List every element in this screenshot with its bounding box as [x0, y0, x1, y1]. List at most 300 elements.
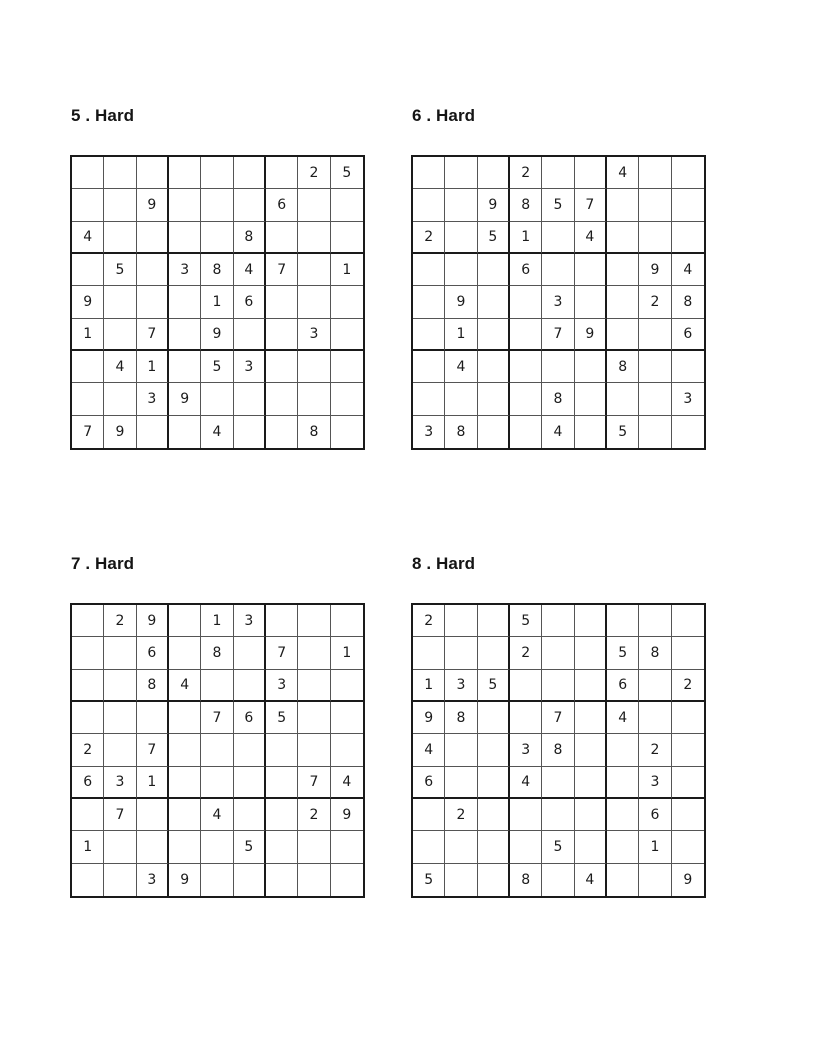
sudoku-cell[interactable]: [478, 254, 510, 286]
sudoku-cell[interactable]: [542, 670, 574, 702]
sudoku-cell[interactable]: 7: [542, 319, 574, 351]
sudoku-cell[interactable]: 4: [201, 799, 233, 831]
sudoku-cell[interactable]: 2: [639, 286, 671, 318]
sudoku-cell[interactable]: [266, 319, 298, 351]
sudoku-cell[interactable]: [478, 319, 510, 351]
sudoku-cell[interactable]: [169, 734, 201, 766]
sudoku-cell[interactable]: [169, 702, 201, 734]
sudoku-cell[interactable]: 8: [298, 416, 330, 448]
sudoku-cell[interactable]: 5: [478, 222, 510, 254]
sudoku-cell[interactable]: 4: [542, 416, 574, 448]
sudoku-cell[interactable]: [607, 605, 639, 637]
sudoku-cell[interactable]: [104, 286, 136, 318]
sudoku-cell[interactable]: [169, 416, 201, 448]
sudoku-cell[interactable]: [607, 254, 639, 286]
sudoku-cell[interactable]: [607, 831, 639, 863]
sudoku-cell[interactable]: [72, 670, 104, 702]
sudoku-cell[interactable]: 9: [683, 871, 693, 888]
sudoku-cell[interactable]: [72, 702, 104, 734]
sudoku-cell[interactable]: 4: [510, 767, 542, 799]
sudoku-cell[interactable]: 8: [542, 383, 574, 415]
sudoku-cell[interactable]: [104, 222, 136, 254]
sudoku-cell[interactable]: 8: [510, 864, 542, 896]
sudoku-cell[interactable]: [201, 767, 233, 799]
sudoku-cell[interactable]: [478, 799, 510, 831]
sudoku-cell[interactable]: 8: [607, 351, 639, 383]
sudoku-cell[interactable]: [72, 637, 104, 669]
sudoku-cell[interactable]: [298, 734, 330, 766]
sudoku-cell[interactable]: [72, 799, 104, 831]
sudoku-cell[interactable]: [72, 383, 104, 415]
sudoku-cell[interactable]: 6: [510, 254, 542, 286]
sudoku-cell[interactable]: [575, 383, 607, 415]
sudoku-cell[interactable]: [575, 799, 607, 831]
sudoku-cell[interactable]: 9: [169, 383, 201, 415]
sudoku-cell[interactable]: 3: [510, 734, 542, 766]
sudoku-cell[interactable]: [639, 319, 671, 351]
sudoku-cell[interactable]: [234, 637, 266, 669]
sudoku-cell[interactable]: [575, 702, 607, 734]
sudoku-cell[interactable]: [104, 637, 136, 669]
sudoku-cell[interactable]: [169, 605, 201, 637]
sudoku-cell[interactable]: [104, 864, 136, 896]
sudoku-cell[interactable]: 3: [104, 767, 136, 799]
sudoku-cell[interactable]: 9: [137, 605, 169, 637]
sudoku-cell[interactable]: 2: [104, 605, 136, 637]
sudoku-cell[interactable]: 2: [298, 799, 330, 831]
sudoku-cell[interactable]: [542, 254, 574, 286]
sudoku-cell[interactable]: 4: [169, 670, 201, 702]
sudoku-cell[interactable]: [413, 286, 445, 318]
sudoku-cell[interactable]: 6: [413, 767, 445, 799]
sudoku-cell[interactable]: [672, 189, 704, 221]
sudoku-cell[interactable]: [201, 383, 233, 415]
sudoku-cell[interactable]: [201, 222, 233, 254]
sudoku-cell[interactable]: [672, 767, 704, 799]
sudoku-cell[interactable]: 5: [607, 637, 639, 669]
sudoku-cell[interactable]: 1: [413, 670, 445, 702]
sudoku-cell[interactable]: 1: [72, 831, 104, 863]
sudoku-cell[interactable]: 4: [413, 734, 445, 766]
sudoku-cell[interactable]: [104, 189, 136, 221]
sudoku-cell[interactable]: [639, 383, 671, 415]
sudoku-cell[interactable]: [234, 767, 266, 799]
sudoku-cell[interactable]: [201, 734, 233, 766]
sudoku-cell[interactable]: [298, 189, 330, 221]
sudoku-cell[interactable]: [331, 702, 363, 734]
sudoku-cell[interactable]: [137, 222, 169, 254]
sudoku-cell[interactable]: [72, 254, 104, 286]
sudoku-cell[interactable]: 2: [298, 157, 330, 189]
sudoku-cell[interactable]: [575, 351, 607, 383]
sudoku-cell[interactable]: [478, 157, 510, 189]
sudoku-cell[interactable]: [331, 286, 363, 318]
sudoku-cell[interactable]: [266, 383, 298, 415]
sudoku-cell[interactable]: [542, 222, 574, 254]
sudoku-cell[interactable]: 2: [72, 734, 104, 766]
sudoku-cell[interactable]: [413, 799, 445, 831]
sudoku-cell[interactable]: [298, 864, 330, 896]
sudoku-cell[interactable]: [137, 799, 169, 831]
sudoku-cell[interactable]: 3: [445, 670, 477, 702]
sudoku-cell[interactable]: [639, 157, 671, 189]
sudoku-cell[interactable]: [672, 637, 704, 669]
sudoku-cell[interactable]: [672, 831, 704, 863]
sudoku-cell[interactable]: 7: [137, 319, 169, 351]
sudoku-cell[interactable]: 1: [137, 351, 169, 383]
sudoku-cell[interactable]: 7: [104, 799, 136, 831]
sudoku-cell[interactable]: [672, 351, 704, 383]
sudoku-cell[interactable]: 9: [104, 416, 136, 448]
sudoku-cell[interactable]: [542, 767, 574, 799]
sudoku-cell[interactable]: 2: [510, 157, 542, 189]
sudoku-cell[interactable]: [266, 416, 298, 448]
sudoku-cell[interactable]: [607, 222, 639, 254]
sudoku-cell[interactable]: 5: [510, 605, 542, 637]
sudoku-cell[interactable]: [201, 864, 233, 896]
sudoku-cell[interactable]: [575, 831, 607, 863]
sudoku-cell[interactable]: [542, 351, 574, 383]
sudoku-cell[interactable]: 1: [137, 767, 169, 799]
sudoku-cell[interactable]: [607, 383, 639, 415]
sudoku-cell[interactable]: [331, 864, 363, 896]
sudoku-cell[interactable]: 3: [266, 670, 298, 702]
sudoku-cell[interactable]: [298, 254, 330, 286]
sudoku-cell[interactable]: 8: [542, 734, 574, 766]
sudoku-cell[interactable]: [266, 222, 298, 254]
sudoku-cell[interactable]: [672, 734, 704, 766]
sudoku-cell[interactable]: 7: [542, 702, 574, 734]
sudoku-cell[interactable]: [298, 351, 330, 383]
sudoku-cell[interactable]: [137, 702, 169, 734]
sudoku-cell[interactable]: 1: [639, 831, 671, 863]
sudoku-cell[interactable]: [104, 157, 136, 189]
sudoku-cell[interactable]: 7: [72, 416, 104, 448]
sudoku-cell[interactable]: [137, 416, 169, 448]
sudoku-cell[interactable]: [413, 157, 445, 189]
sudoku-cell[interactable]: [510, 383, 542, 415]
sudoku-cell[interactable]: 6: [672, 319, 704, 351]
sudoku-cell[interactable]: 9: [169, 864, 201, 896]
sudoku-cell[interactable]: [445, 734, 477, 766]
sudoku-cell[interactable]: [478, 767, 510, 799]
sudoku-cell[interactable]: 8: [137, 670, 169, 702]
sudoku-cell[interactable]: [639, 605, 671, 637]
sudoku-cell[interactable]: 4: [72, 222, 104, 254]
sudoku-cell[interactable]: [169, 157, 201, 189]
sudoku-cell[interactable]: 2: [413, 605, 445, 637]
sudoku-cell[interactable]: [478, 702, 510, 734]
sudoku-cell[interactable]: [510, 286, 542, 318]
sudoku-cell[interactable]: 3: [298, 319, 330, 351]
sudoku-cell[interactable]: 4: [575, 222, 607, 254]
sudoku-cell[interactable]: [169, 767, 201, 799]
sudoku-cell[interactable]: [104, 831, 136, 863]
sudoku-cell[interactable]: [478, 605, 510, 637]
sudoku-cell[interactable]: [445, 605, 477, 637]
sudoku-cell[interactable]: [266, 734, 298, 766]
sudoku-cell[interactable]: [201, 189, 233, 221]
sudoku-cell[interactable]: [478, 351, 510, 383]
sudoku-cell[interactable]: [266, 864, 298, 896]
sudoku-cell[interactable]: [445, 637, 477, 669]
sudoku-cell[interactable]: 9: [445, 286, 477, 318]
sudoku-cell[interactable]: [72, 605, 104, 637]
sudoku-cell[interactable]: 1: [445, 319, 477, 351]
sudoku-cell[interactable]: [445, 157, 477, 189]
sudoku-cell[interactable]: [234, 799, 266, 831]
sudoku-cell[interactable]: [607, 799, 639, 831]
sudoku-cell[interactable]: 1: [510, 222, 542, 254]
sudoku-cell[interactable]: [639, 864, 671, 896]
sudoku-cell[interactable]: 3: [234, 351, 266, 383]
sudoku-cell[interactable]: 9: [137, 189, 169, 221]
sudoku-cell[interactable]: [607, 189, 639, 221]
sudoku-cell[interactable]: [169, 799, 201, 831]
sudoku-cell[interactable]: [331, 831, 363, 863]
sudoku-cell[interactable]: 9: [478, 189, 510, 221]
sudoku-cell[interactable]: [672, 605, 704, 637]
sudoku-cell[interactable]: [331, 222, 363, 254]
sudoku-cell[interactable]: [575, 416, 607, 448]
sudoku-cell[interactable]: [445, 383, 477, 415]
sudoku-cell[interactable]: [72, 864, 104, 896]
sudoku-cell[interactable]: 3: [413, 416, 445, 448]
sudoku-cell[interactable]: [169, 831, 201, 863]
sudoku-cell[interactable]: 3: [672, 383, 704, 415]
sudoku-cell[interactable]: [72, 189, 104, 221]
sudoku-cell[interactable]: 7: [575, 189, 607, 221]
sudoku-cell[interactable]: [234, 189, 266, 221]
sudoku-cell[interactable]: 6: [639, 799, 671, 831]
sudoku-cell[interactable]: [104, 734, 136, 766]
sudoku-cell[interactable]: [510, 799, 542, 831]
sudoku-cell[interactable]: [607, 864, 639, 896]
sudoku-cell[interactable]: [575, 286, 607, 318]
sudoku-cell[interactable]: [413, 189, 445, 221]
sudoku-cell[interactable]: [542, 605, 574, 637]
sudoku-cell[interactable]: [445, 254, 477, 286]
sudoku-cell[interactable]: 4: [201, 416, 233, 448]
sudoku-cell[interactable]: 2: [510, 637, 542, 669]
sudoku-cell[interactable]: [298, 383, 330, 415]
sudoku-cell[interactable]: 8: [234, 222, 266, 254]
sudoku-cell[interactable]: [104, 702, 136, 734]
sudoku-cell[interactable]: 4: [445, 351, 477, 383]
sudoku-cell[interactable]: [104, 319, 136, 351]
sudoku-cell[interactable]: 2: [445, 799, 477, 831]
sudoku-cell[interactable]: 3: [137, 864, 169, 896]
sudoku-cell[interactable]: [542, 799, 574, 831]
sudoku-cell[interactable]: 9: [331, 799, 363, 831]
sudoku-cell[interactable]: 5: [542, 831, 574, 863]
sudoku-cell[interactable]: [234, 864, 266, 896]
sudoku-cell[interactable]: [478, 286, 510, 318]
sudoku-cell[interactable]: [478, 383, 510, 415]
sudoku-cell[interactable]: [413, 637, 445, 669]
sudoku-cell[interactable]: [510, 831, 542, 863]
sudoku-cell[interactable]: [137, 831, 169, 863]
sudoku-cell[interactable]: 3: [169, 254, 201, 286]
sudoku-cell[interactable]: 8: [510, 189, 542, 221]
sudoku-cell[interactable]: [639, 670, 671, 702]
sudoku-cell[interactable]: 1: [201, 286, 233, 318]
sudoku-cell[interactable]: 6: [607, 670, 639, 702]
sudoku-cell[interactable]: 2: [672, 670, 704, 702]
sudoku-cell[interactable]: [478, 734, 510, 766]
sudoku-cell[interactable]: [607, 319, 639, 351]
sudoku-cell[interactable]: [234, 157, 266, 189]
sudoku-cell[interactable]: [542, 864, 574, 896]
sudoku-cell[interactable]: [445, 767, 477, 799]
sudoku-cell[interactable]: [137, 157, 169, 189]
sudoku-cell[interactable]: [331, 416, 363, 448]
sudoku-cell[interactable]: [298, 637, 330, 669]
sudoku-cell[interactable]: [607, 767, 639, 799]
sudoku-cell[interactable]: 9: [639, 254, 671, 286]
sudoku-cell[interactable]: [413, 831, 445, 863]
sudoku-cell[interactable]: [234, 670, 266, 702]
sudoku-cell[interactable]: [201, 670, 233, 702]
sudoku-cell[interactable]: 6: [234, 286, 266, 318]
sudoku-cell[interactable]: 3: [639, 767, 671, 799]
sudoku-cell[interactable]: 6: [137, 637, 169, 669]
sudoku-cell[interactable]: [331, 189, 363, 221]
sudoku-cell[interactable]: [510, 351, 542, 383]
sudoku-cell[interactable]: [672, 799, 704, 831]
sudoku-cell[interactable]: [234, 416, 266, 448]
sudoku-cell[interactable]: [510, 416, 542, 448]
sudoku-cell[interactable]: [413, 351, 445, 383]
sudoku-cell[interactable]: [413, 383, 445, 415]
sudoku-cell[interactable]: [542, 157, 574, 189]
sudoku-cell[interactable]: 3: [542, 286, 574, 318]
sudoku-cell[interactable]: 7: [137, 734, 169, 766]
sudoku-cell[interactable]: [575, 605, 607, 637]
sudoku-cell[interactable]: [266, 799, 298, 831]
sudoku-cell[interactable]: 9: [575, 319, 607, 351]
sudoku-cell[interactable]: [234, 734, 266, 766]
sudoku-cell[interactable]: 7: [201, 702, 233, 734]
sudoku-cell[interactable]: [478, 637, 510, 669]
sudoku-cell[interactable]: [169, 319, 201, 351]
sudoku-cell[interactable]: [169, 637, 201, 669]
sudoku-cell[interactable]: [510, 319, 542, 351]
sudoku-cell[interactable]: [575, 670, 607, 702]
sudoku-cell[interactable]: [510, 702, 542, 734]
sudoku-cell[interactable]: [72, 351, 104, 383]
sudoku-cell[interactable]: 8: [201, 254, 233, 286]
sudoku-cell[interactable]: [639, 416, 671, 448]
sudoku-cell[interactable]: [445, 864, 477, 896]
sudoku-cell[interactable]: 5: [104, 254, 136, 286]
sudoku-cell[interactable]: [639, 189, 671, 221]
sudoku-cell[interactable]: [672, 157, 704, 189]
sudoku-cell[interactable]: [104, 383, 136, 415]
sudoku-cell[interactable]: [331, 319, 363, 351]
sudoku-cell[interactable]: 4: [234, 254, 266, 286]
sudoku-cell[interactable]: 5: [607, 416, 639, 448]
sudoku-cell[interactable]: [266, 831, 298, 863]
sudoku-cell[interactable]: [575, 767, 607, 799]
sudoku-cell[interactable]: 3: [137, 383, 169, 415]
sudoku-cell[interactable]: [413, 319, 445, 351]
sudoku-cell[interactable]: [169, 286, 201, 318]
sudoku-cell[interactable]: [298, 286, 330, 318]
sudoku-cell[interactable]: 7: [298, 767, 330, 799]
sudoku-cell[interactable]: 9: [201, 319, 233, 351]
sudoku-cell[interactable]: [445, 189, 477, 221]
sudoku-cell[interactable]: [413, 254, 445, 286]
sudoku-cell[interactable]: 7: [266, 637, 298, 669]
sudoku-cell[interactable]: [542, 637, 574, 669]
sudoku-cell[interactable]: [575, 157, 607, 189]
sudoku-cell[interactable]: 4: [575, 864, 607, 896]
sudoku-cell[interactable]: [266, 767, 298, 799]
sudoku-cell[interactable]: [266, 351, 298, 383]
sudoku-cell[interactable]: [104, 670, 136, 702]
sudoku-cell[interactable]: 8: [201, 637, 233, 669]
sudoku-cell[interactable]: 5: [266, 702, 298, 734]
sudoku-cell[interactable]: [672, 222, 704, 254]
sudoku-cell[interactable]: 2: [413, 222, 445, 254]
sudoku-cell[interactable]: [201, 157, 233, 189]
sudoku-cell[interactable]: 1: [72, 319, 104, 351]
sudoku-cell[interactable]: 1: [331, 637, 363, 669]
sudoku-cell[interactable]: [169, 222, 201, 254]
sudoku-cell[interactable]: 9: [72, 286, 104, 318]
sudoku-cell[interactable]: [478, 831, 510, 863]
sudoku-cell[interactable]: 4: [607, 702, 639, 734]
sudoku-cell[interactable]: [607, 734, 639, 766]
sudoku-cell[interactable]: 6: [72, 767, 104, 799]
sudoku-cell[interactable]: 1: [201, 605, 233, 637]
sudoku-cell[interactable]: [201, 831, 233, 863]
sudoku-cell[interactable]: [298, 831, 330, 863]
sudoku-cell[interactable]: [510, 670, 542, 702]
sudoku-cell[interactable]: [575, 637, 607, 669]
sudoku-cell[interactable]: 7: [266, 254, 298, 286]
sudoku-cell[interactable]: [639, 351, 671, 383]
sudoku-cell[interactable]: [575, 734, 607, 766]
sudoku-cell[interactable]: 8: [445, 702, 477, 734]
sudoku-cell[interactable]: 8: [445, 416, 477, 448]
sudoku-cell[interactable]: [639, 222, 671, 254]
sudoku-cell[interactable]: [298, 605, 330, 637]
sudoku-cell[interactable]: [672, 702, 704, 734]
sudoku-cell[interactable]: [331, 605, 363, 637]
sudoku-cell[interactable]: [445, 222, 477, 254]
sudoku-cell[interactable]: 5: [413, 864, 445, 896]
sudoku-cell[interactable]: [478, 864, 510, 896]
sudoku-cell[interactable]: 6: [234, 702, 266, 734]
sudoku-cell[interactable]: 4: [672, 254, 704, 286]
sudoku-cell[interactable]: 5: [234, 831, 266, 863]
sudoku-cell[interactable]: [298, 702, 330, 734]
sudoku-cell[interactable]: [298, 670, 330, 702]
sudoku-cell[interactable]: [137, 254, 169, 286]
sudoku-cell[interactable]: 2: [639, 734, 671, 766]
sudoku-cell[interactable]: 4: [331, 767, 363, 799]
sudoku-cell[interactable]: 5: [542, 189, 574, 221]
sudoku-cell[interactable]: [266, 157, 298, 189]
sudoku-cell[interactable]: [169, 351, 201, 383]
sudoku-cell[interactable]: 5: [331, 157, 363, 189]
sudoku-cell[interactable]: 4: [104, 351, 136, 383]
sudoku-cell[interactable]: [607, 286, 639, 318]
sudoku-cell[interactable]: [72, 157, 104, 189]
sudoku-cell[interactable]: 5: [201, 351, 233, 383]
